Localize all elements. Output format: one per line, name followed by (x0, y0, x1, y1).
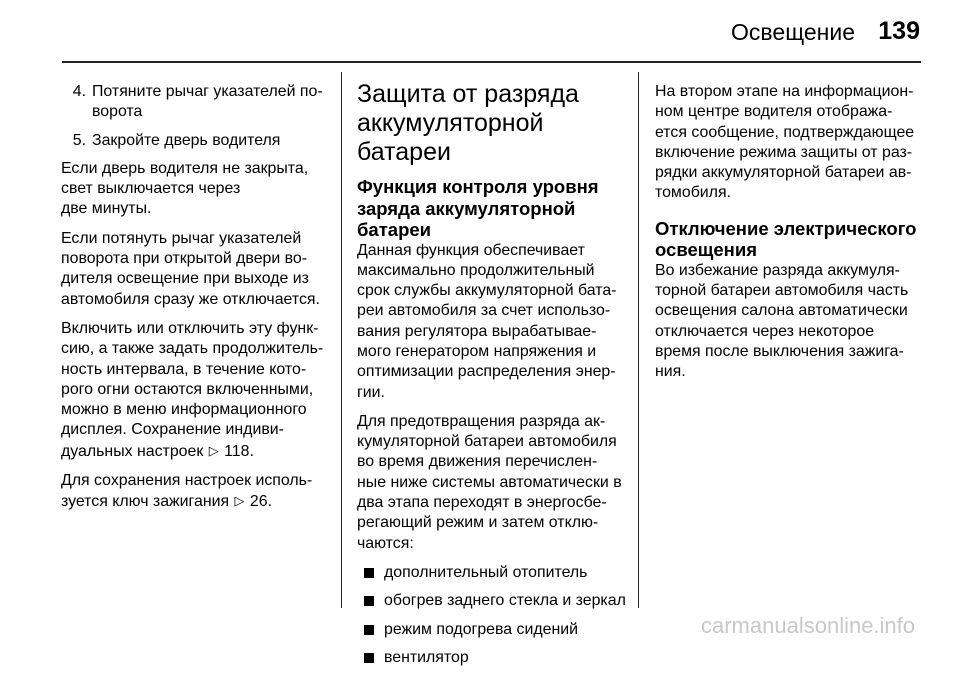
bullet-text: обогрев заднего стекла и зеркал (384, 592, 626, 610)
section-heading: Защита от разряда аккумуляторной батареи (357, 80, 579, 166)
paragraph-text: Для сохранения настроек исполь- зуется ключ зажигания (61, 472, 313, 511)
bullet-item (357, 648, 633, 668)
column-divider-2 (638, 72, 639, 608)
bullet-text: дополнительный отопитель (384, 563, 588, 581)
subsection-heading: Функция контроля уровня заряда аккумуляторной батареи (357, 176, 599, 240)
paragraph: На втором этапе на информацион- ном центре водителя отобража- ется сообщение, подтверждающее включение режима защиты от раз- рядки аккумуляторной батареи ав- томобиля. (655, 83, 915, 202)
bullet-square-icon (364, 568, 374, 578)
subsection-heading: Отключение электрического освещения (655, 217, 917, 261)
paragraph: Во избежание разряда аккумуля- торной батареи автомобиля часть освещения салона автоматически отключается через некоторое время после выключения зажига- ния. (655, 261, 909, 381)
numbered-step (61, 131, 334, 151)
bullet-square-icon (364, 596, 374, 606)
bullet-item (357, 591, 633, 611)
page-reference[interactable]: 118. (224, 442, 254, 460)
step-text: Потяните рычаг указателей по- ворота (92, 83, 323, 121)
bullet-text: режим подогрева сидений (384, 620, 578, 638)
numbered-step (61, 82, 334, 123)
step-number: 5. (72, 131, 86, 149)
bullet-square-icon (364, 653, 374, 663)
paragraph: Для предотвращения разряда ак- кумуляторной батареи автомобиля во время движения перечислен- ные ниже системы автоматически в два этапа переходят в энергосбе- регающий режим и затем отклю- чаются: (357, 412, 622, 552)
page-reference-arrow-icon: ▷ (234, 493, 245, 509)
step-number: 4. (72, 83, 86, 100)
bullet-square-icon (364, 625, 374, 635)
page-reference-arrow-icon: ▷ (208, 442, 219, 458)
paragraph: Если потянуть рычаг указателей поворота при открытой двери во- дителя освещение при выходе из автомобиля сразу же отключается. (61, 229, 320, 308)
paragraph (61, 471, 334, 513)
step-text: Закройте дверь водителя (92, 131, 281, 149)
column-3 (655, 82, 929, 392)
section-title: Освещение (731, 19, 855, 45)
paragraph-text: Включить или отключить эту функ- cию, а также задать продолжитель- ность интервала, в течение кото- рого огни остаются включенными, можно в меню информационного дисплея. Сохранение индиви- дуальных настроек (61, 319, 324, 460)
column-2 (357, 80, 633, 676)
paragraph: Если дверь водителя не закрыта, свет выключается через две минуты. (61, 159, 309, 218)
paragraph: Данная функция обеспечивает максимально продолжительный срок службы аккумуляторной бата- реи автомобиля за счет использо- вания регулятора вырабатывае- мого генератором напряжения и оптимизации распределения энер- гии. (357, 241, 617, 401)
column-1 (61, 82, 334, 522)
bullet-text: вентилятор (384, 648, 469, 666)
column-divider-1 (341, 72, 342, 608)
page-reference[interactable]: 26. (249, 493, 273, 511)
watermark: carmanualsonline.info (701, 613, 916, 638)
paragraph (61, 319, 334, 462)
header-divider (62, 61, 921, 63)
page-number: 139 (878, 17, 920, 45)
bullet-item (357, 563, 633, 583)
bullet-item (357, 620, 633, 640)
